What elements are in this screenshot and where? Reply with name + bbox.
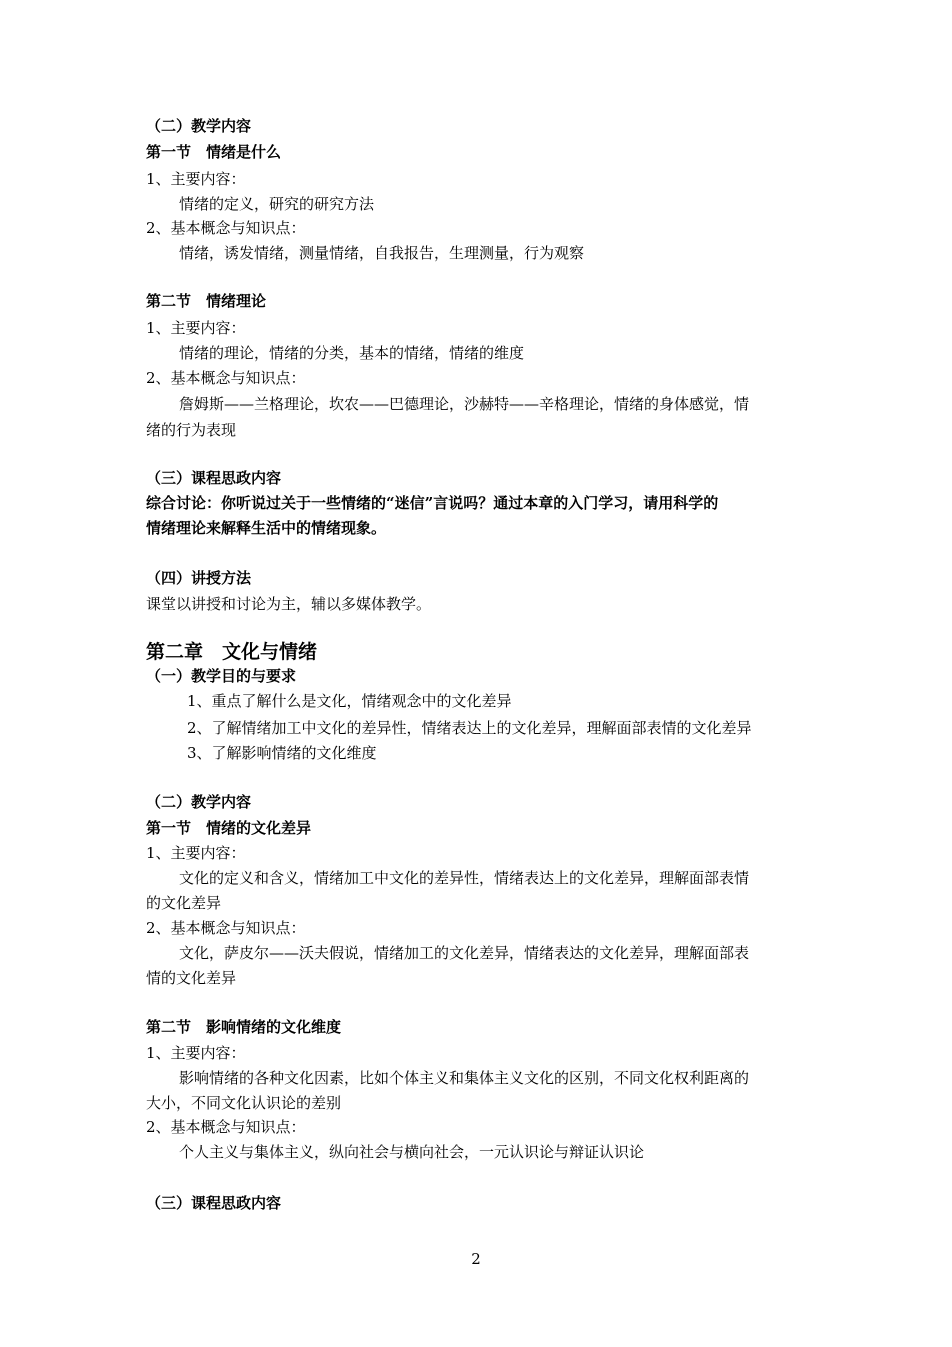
section-title-cultural-dimensions: 第二节 影响情绪的文化维度: [146, 1018, 342, 1036]
teaching-method-text: 课堂以讲授和讨论为主，辅以多媒体教学。: [146, 595, 432, 613]
main-content-text: 情绪的理论，情绪的分类，基本的情绪，情绪的维度: [179, 344, 525, 362]
concepts-text-continued: 绪的行为表现: [146, 421, 237, 439]
concepts-text: 詹姆斯——兰格理论，坎农——巴德理论，沙赫特——辛格理论，情绪的身体感觉，情: [179, 395, 750, 413]
page-number: 2: [471, 1250, 481, 1268]
section-title-cultural-differences: 第一节 情绪的文化差异: [146, 819, 312, 837]
section-title-what-is-emotion: 第一节 情绪是什么: [146, 143, 282, 161]
main-content-text-continued: 的文化差异: [146, 894, 222, 912]
concepts-label: 2、基本概念与知识点：: [146, 919, 306, 937]
section-title-emotion-theory: 第二节 情绪理论: [146, 292, 267, 310]
main-content-label: 1、主要内容：: [146, 844, 246, 862]
main-content-label: 1、主要内容：: [146, 1044, 246, 1062]
section-heading-teaching-content: （二）教学内容: [146, 117, 252, 135]
goal-item: 1、重点了解什么是文化，情绪观念中的文化差异: [187, 692, 512, 710]
discussion-text: 综合讨论：你听说过关于一些情绪的“迷信”言说吗？通过本章的入门学习，请用科学的: [146, 494, 719, 512]
concepts-text: 个人主义与集体主义，纵向社会与横向社会，一元认识论与辩证认识论: [179, 1143, 645, 1161]
main-content-text: 影响情绪的各种文化因素，比如个体主义和集体主义文化的区别，不同文化权利距离的: [179, 1069, 750, 1087]
concepts-text: 文化，萨皮尔——沃夫假说，情绪加工的文化差异，情绪表达的文化差异，理解面部表: [179, 944, 750, 962]
chapter-title: 第二章 文化与情绪: [146, 641, 318, 663]
section-heading-ideological-content: （三）课程思政内容: [146, 1194, 282, 1212]
concepts-text-continued: 情的文化差异: [146, 969, 237, 987]
main-content-label: 1、主要内容：: [146, 170, 246, 188]
discussion-text-continued: 情绪理论来解释生活中的情绪现象。: [146, 519, 387, 537]
section-heading-goals: （一）教学目的与要求: [146, 667, 297, 685]
concepts-text: 情绪，诱发情绪，测量情绪，自我报告，生理测量，行为观察: [179, 244, 585, 262]
main-content-text: 情绪的定义，研究的研究方法: [179, 195, 375, 213]
section-heading-teaching-method: （四）讲授方法: [146, 569, 252, 587]
section-heading-teaching-content: （二）教学内容: [146, 793, 252, 811]
main-content-text-continued: 大小，不同文化认识论的差别: [146, 1094, 342, 1112]
main-content-text: 文化的定义和含义，情绪加工中文化的差异性，情绪表达上的文化差异，理解面部表情: [179, 869, 750, 887]
concepts-label: 2、基本概念与知识点：: [146, 219, 306, 237]
main-content-label: 1、主要内容：: [146, 319, 246, 337]
goal-item: 2、了解情绪加工中文化的差异性，情绪表达上的文化差异，理解面部表情的文化差异: [187, 719, 752, 737]
concepts-label: 2、基本概念与知识点：: [146, 1118, 306, 1136]
goal-item: 3、了解影响情绪的文化维度: [187, 744, 377, 762]
concepts-label: 2、基本概念与知识点：: [146, 369, 306, 387]
section-heading-ideological-content: （三）课程思政内容: [146, 469, 282, 487]
